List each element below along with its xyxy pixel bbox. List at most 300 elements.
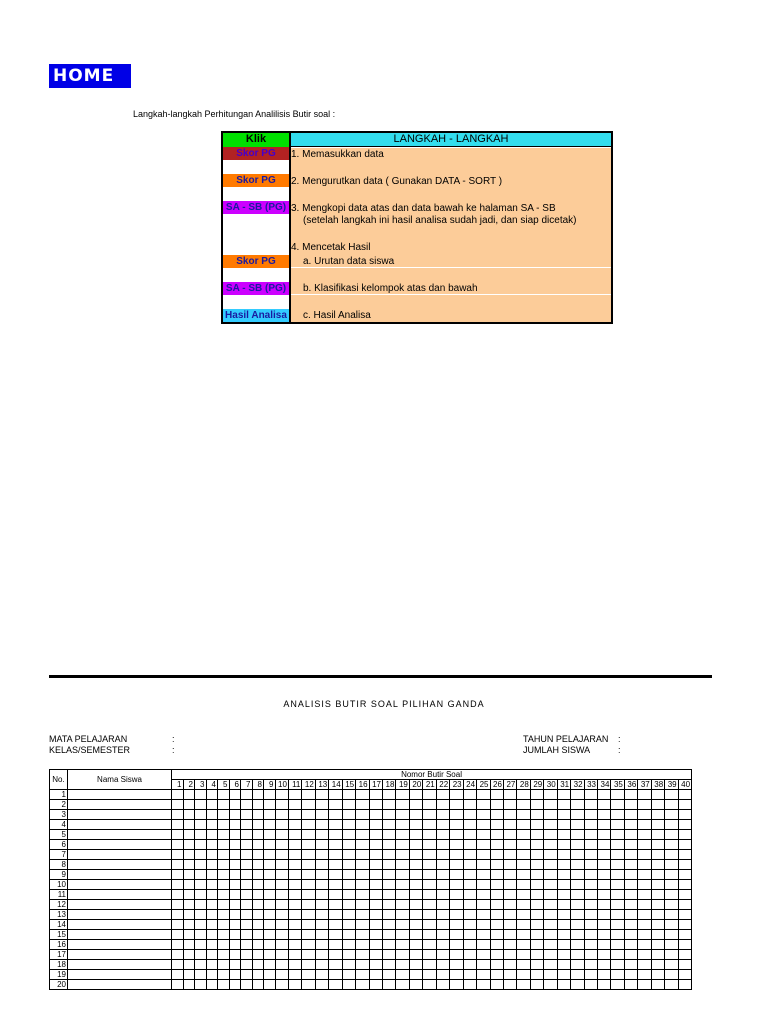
answer-cell[interactable] bbox=[678, 810, 691, 820]
answer-cell[interactable] bbox=[229, 850, 241, 860]
answer-cell[interactable] bbox=[342, 850, 355, 860]
answer-cell[interactable] bbox=[302, 820, 315, 830]
answer-cell[interactable] bbox=[678, 920, 691, 930]
answer-cell[interactable] bbox=[665, 940, 678, 950]
student-name-cell[interactable] bbox=[68, 850, 172, 860]
answer-cell[interactable] bbox=[229, 870, 241, 880]
answer-cell[interactable] bbox=[463, 920, 476, 930]
answer-cell[interactable] bbox=[369, 790, 382, 800]
answer-cell[interactable] bbox=[571, 970, 584, 980]
answer-cell[interactable] bbox=[477, 820, 490, 830]
answer-cell[interactable] bbox=[342, 950, 355, 960]
answer-cell[interactable] bbox=[302, 910, 315, 920]
answer-cell[interactable] bbox=[598, 980, 611, 990]
answer-cell[interactable] bbox=[463, 940, 476, 950]
answer-cell[interactable] bbox=[598, 940, 611, 950]
answer-cell[interactable] bbox=[172, 960, 184, 970]
answer-cell[interactable] bbox=[275, 950, 288, 960]
answer-cell[interactable] bbox=[264, 950, 276, 960]
answer-cell[interactable] bbox=[302, 940, 315, 950]
answer-cell[interactable] bbox=[530, 820, 543, 830]
answer-cell[interactable] bbox=[356, 810, 369, 820]
answer-cell[interactable] bbox=[423, 890, 436, 900]
answer-cell[interactable] bbox=[409, 970, 422, 980]
answer-cell[interactable] bbox=[571, 840, 584, 850]
answer-cell[interactable] bbox=[315, 960, 328, 970]
answer-cell[interactable] bbox=[611, 810, 624, 820]
answer-cell[interactable] bbox=[638, 910, 651, 920]
answer-cell[interactable] bbox=[651, 870, 664, 880]
answer-cell[interactable] bbox=[490, 910, 503, 920]
answer-cell[interactable] bbox=[302, 930, 315, 940]
answer-cell[interactable] bbox=[288, 880, 301, 890]
answer-cell[interactable] bbox=[665, 930, 678, 940]
answer-cell[interactable] bbox=[477, 910, 490, 920]
answer-cell[interactable] bbox=[396, 940, 409, 950]
answer-cell[interactable] bbox=[503, 820, 516, 830]
answer-cell[interactable] bbox=[252, 790, 264, 800]
answer-cell[interactable] bbox=[252, 930, 264, 940]
answer-cell[interactable] bbox=[530, 910, 543, 920]
answer-cell[interactable] bbox=[557, 820, 570, 830]
student-name-cell[interactable] bbox=[68, 930, 172, 940]
answer-cell[interactable] bbox=[423, 910, 436, 920]
answer-cell[interactable] bbox=[477, 920, 490, 930]
answer-cell[interactable] bbox=[584, 970, 597, 980]
answer-cell[interactable] bbox=[383, 820, 396, 830]
answer-cell[interactable] bbox=[195, 880, 207, 890]
answer-cell[interactable] bbox=[229, 880, 241, 890]
answer-cell[interactable] bbox=[409, 820, 422, 830]
answer-cell[interactable] bbox=[503, 790, 516, 800]
answer-cell[interactable] bbox=[584, 820, 597, 830]
answer-cell[interactable] bbox=[369, 910, 382, 920]
answer-cell[interactable] bbox=[463, 810, 476, 820]
answer-cell[interactable] bbox=[598, 870, 611, 880]
answer-cell[interactable] bbox=[241, 920, 253, 930]
answer-cell[interactable] bbox=[624, 790, 637, 800]
answer-cell[interactable] bbox=[450, 960, 463, 970]
answer-cell[interactable] bbox=[423, 940, 436, 950]
answer-cell[interactable] bbox=[450, 970, 463, 980]
answer-cell[interactable] bbox=[409, 980, 422, 990]
answer-cell[interactable] bbox=[409, 810, 422, 820]
answer-cell[interactable] bbox=[195, 980, 207, 990]
answer-cell[interactable] bbox=[450, 950, 463, 960]
answer-cell[interactable] bbox=[396, 850, 409, 860]
answer-cell[interactable] bbox=[383, 890, 396, 900]
answer-cell[interactable] bbox=[275, 820, 288, 830]
answer-cell[interactable] bbox=[503, 930, 516, 940]
answer-cell[interactable] bbox=[383, 810, 396, 820]
answer-cell[interactable] bbox=[329, 980, 342, 990]
answer-cell[interactable] bbox=[356, 940, 369, 950]
answer-cell[interactable] bbox=[611, 930, 624, 940]
answer-cell[interactable] bbox=[356, 920, 369, 930]
answer-cell[interactable] bbox=[218, 970, 230, 980]
answer-cell[interactable] bbox=[584, 880, 597, 890]
answer-cell[interactable] bbox=[241, 790, 253, 800]
answer-cell[interactable] bbox=[611, 830, 624, 840]
answer-cell[interactable] bbox=[571, 850, 584, 860]
answer-cell[interactable] bbox=[651, 930, 664, 940]
answer-cell[interactable] bbox=[218, 980, 230, 990]
answer-cell[interactable] bbox=[315, 880, 328, 890]
answer-cell[interactable] bbox=[383, 900, 396, 910]
answer-cell[interactable] bbox=[557, 800, 570, 810]
answer-cell[interactable] bbox=[172, 810, 184, 820]
student-name-cell[interactable] bbox=[68, 870, 172, 880]
answer-cell[interactable] bbox=[275, 980, 288, 990]
answer-cell[interactable] bbox=[275, 910, 288, 920]
skor-pg-button[interactable]: Skor PG bbox=[223, 174, 289, 187]
answer-cell[interactable] bbox=[651, 950, 664, 960]
answer-cell[interactable] bbox=[252, 970, 264, 980]
answer-cell[interactable] bbox=[477, 830, 490, 840]
answer-cell[interactable] bbox=[302, 970, 315, 980]
answer-cell[interactable] bbox=[436, 840, 449, 850]
answer-cell[interactable] bbox=[288, 890, 301, 900]
answer-cell[interactable] bbox=[503, 830, 516, 840]
answer-cell[interactable] bbox=[651, 900, 664, 910]
answer-cell[interactable] bbox=[195, 820, 207, 830]
answer-cell[interactable] bbox=[651, 880, 664, 890]
answer-cell[interactable] bbox=[329, 960, 342, 970]
answer-cell[interactable] bbox=[544, 900, 557, 910]
answer-cell[interactable] bbox=[503, 960, 516, 970]
answer-cell[interactable] bbox=[530, 840, 543, 850]
answer-cell[interactable] bbox=[423, 880, 436, 890]
answer-cell[interactable] bbox=[264, 840, 276, 850]
answer-cell[interactable] bbox=[288, 860, 301, 870]
answer-cell[interactable] bbox=[503, 940, 516, 950]
answer-cell[interactable] bbox=[423, 860, 436, 870]
answer-cell[interactable] bbox=[342, 910, 355, 920]
answer-cell[interactable] bbox=[195, 810, 207, 820]
answer-cell[interactable] bbox=[503, 970, 516, 980]
answer-cell[interactable] bbox=[275, 830, 288, 840]
answer-cell[interactable] bbox=[183, 920, 195, 930]
answer-cell[interactable] bbox=[571, 810, 584, 820]
answer-cell[interactable] bbox=[369, 810, 382, 820]
answer-cell[interactable] bbox=[329, 830, 342, 840]
answer-cell[interactable] bbox=[450, 870, 463, 880]
answer-cell[interactable] bbox=[356, 870, 369, 880]
answer-cell[interactable] bbox=[241, 810, 253, 820]
answer-cell[interactable] bbox=[342, 960, 355, 970]
answer-cell[interactable] bbox=[665, 850, 678, 860]
answer-cell[interactable] bbox=[665, 920, 678, 930]
answer-cell[interactable] bbox=[665, 890, 678, 900]
answer-cell[interactable] bbox=[665, 810, 678, 820]
answer-cell[interactable] bbox=[557, 980, 570, 990]
answer-cell[interactable] bbox=[275, 880, 288, 890]
answer-cell[interactable] bbox=[530, 940, 543, 950]
answer-cell[interactable] bbox=[490, 940, 503, 950]
answer-cell[interactable] bbox=[490, 930, 503, 940]
answer-cell[interactable] bbox=[342, 860, 355, 870]
answer-cell[interactable] bbox=[544, 790, 557, 800]
answer-cell[interactable] bbox=[651, 970, 664, 980]
answer-cell[interactable] bbox=[302, 890, 315, 900]
answer-cell[interactable] bbox=[517, 910, 530, 920]
answer-cell[interactable] bbox=[409, 910, 422, 920]
answer-cell[interactable] bbox=[665, 960, 678, 970]
answer-cell[interactable] bbox=[383, 930, 396, 940]
student-name-cell[interactable] bbox=[68, 890, 172, 900]
answer-cell[interactable] bbox=[450, 800, 463, 810]
answer-cell[interactable] bbox=[172, 950, 184, 960]
answer-cell[interactable] bbox=[229, 830, 241, 840]
answer-cell[interactable] bbox=[638, 790, 651, 800]
answer-cell[interactable] bbox=[678, 960, 691, 970]
answer-cell[interactable] bbox=[172, 790, 184, 800]
answer-cell[interactable] bbox=[396, 860, 409, 870]
answer-cell[interactable] bbox=[229, 950, 241, 960]
answer-cell[interactable] bbox=[329, 870, 342, 880]
answer-cell[interactable] bbox=[172, 930, 184, 940]
answer-cell[interactable] bbox=[530, 850, 543, 860]
answer-cell[interactable] bbox=[423, 930, 436, 940]
answer-cell[interactable] bbox=[315, 860, 328, 870]
answer-cell[interactable] bbox=[571, 950, 584, 960]
answer-cell[interactable] bbox=[638, 820, 651, 830]
answer-cell[interactable] bbox=[302, 870, 315, 880]
answer-cell[interactable] bbox=[409, 790, 422, 800]
answer-cell[interactable] bbox=[436, 820, 449, 830]
answer-cell[interactable] bbox=[183, 840, 195, 850]
answer-cell[interactable] bbox=[183, 960, 195, 970]
answer-cell[interactable] bbox=[651, 820, 664, 830]
student-name-cell[interactable] bbox=[68, 900, 172, 910]
answer-cell[interactable] bbox=[557, 870, 570, 880]
answer-cell[interactable] bbox=[477, 950, 490, 960]
answer-cell[interactable] bbox=[571, 860, 584, 870]
answer-cell[interactable] bbox=[315, 920, 328, 930]
answer-cell[interactable] bbox=[517, 890, 530, 900]
answer-cell[interactable] bbox=[369, 900, 382, 910]
answer-cell[interactable] bbox=[530, 810, 543, 820]
answer-cell[interactable] bbox=[490, 900, 503, 910]
answer-cell[interactable] bbox=[463, 870, 476, 880]
skor-pg-button[interactable]: Skor PG bbox=[223, 147, 289, 160]
answer-cell[interactable] bbox=[530, 890, 543, 900]
answer-cell[interactable] bbox=[229, 930, 241, 940]
answer-cell[interactable] bbox=[329, 850, 342, 860]
answer-cell[interactable] bbox=[450, 930, 463, 940]
answer-cell[interactable] bbox=[436, 790, 449, 800]
answer-cell[interactable] bbox=[544, 940, 557, 950]
answer-cell[interactable] bbox=[195, 860, 207, 870]
answer-cell[interactable] bbox=[172, 920, 184, 930]
answer-cell[interactable] bbox=[329, 940, 342, 950]
answer-cell[interactable] bbox=[624, 910, 637, 920]
answer-cell[interactable] bbox=[584, 790, 597, 800]
answer-cell[interactable] bbox=[450, 820, 463, 830]
answer-cell[interactable] bbox=[356, 960, 369, 970]
answer-cell[interactable] bbox=[315, 870, 328, 880]
answer-cell[interactable] bbox=[206, 970, 218, 980]
answer-cell[interactable] bbox=[611, 960, 624, 970]
answer-cell[interactable] bbox=[477, 980, 490, 990]
answer-cell[interactable] bbox=[369, 800, 382, 810]
answer-cell[interactable] bbox=[678, 830, 691, 840]
answer-cell[interactable] bbox=[356, 820, 369, 830]
answer-cell[interactable] bbox=[463, 850, 476, 860]
answer-cell[interactable] bbox=[383, 850, 396, 860]
answer-cell[interactable] bbox=[252, 960, 264, 970]
answer-cell[interactable] bbox=[436, 910, 449, 920]
answer-cell[interactable] bbox=[638, 980, 651, 990]
answer-cell[interactable] bbox=[477, 960, 490, 970]
answer-cell[interactable] bbox=[275, 790, 288, 800]
answer-cell[interactable] bbox=[624, 940, 637, 950]
answer-cell[interactable] bbox=[638, 900, 651, 910]
answer-cell[interactable] bbox=[611, 900, 624, 910]
answer-cell[interactable] bbox=[638, 920, 651, 930]
answer-cell[interactable] bbox=[315, 890, 328, 900]
answer-cell[interactable] bbox=[172, 800, 184, 810]
answer-cell[interactable] bbox=[450, 790, 463, 800]
answer-cell[interactable] bbox=[678, 970, 691, 980]
answer-cell[interactable] bbox=[665, 980, 678, 990]
answer-cell[interactable] bbox=[206, 920, 218, 930]
answer-cell[interactable] bbox=[264, 910, 276, 920]
answer-cell[interactable] bbox=[396, 800, 409, 810]
answer-cell[interactable] bbox=[206, 930, 218, 940]
answer-cell[interactable] bbox=[450, 900, 463, 910]
answer-cell[interactable] bbox=[183, 860, 195, 870]
answer-cell[interactable] bbox=[490, 950, 503, 960]
answer-cell[interactable] bbox=[369, 850, 382, 860]
answer-cell[interactable] bbox=[218, 950, 230, 960]
answer-cell[interactable] bbox=[638, 880, 651, 890]
answer-cell[interactable] bbox=[463, 830, 476, 840]
answer-cell[interactable] bbox=[517, 810, 530, 820]
answer-cell[interactable] bbox=[651, 860, 664, 870]
answer-cell[interactable] bbox=[624, 860, 637, 870]
answer-cell[interactable] bbox=[288, 850, 301, 860]
answer-cell[interactable] bbox=[624, 800, 637, 810]
skor-pg-button[interactable]: Skor PG bbox=[223, 255, 289, 268]
answer-cell[interactable] bbox=[302, 860, 315, 870]
answer-cell[interactable] bbox=[436, 940, 449, 950]
answer-cell[interactable] bbox=[172, 840, 184, 850]
answer-cell[interactable] bbox=[678, 940, 691, 950]
student-name-cell[interactable] bbox=[68, 960, 172, 970]
answer-cell[interactable] bbox=[396, 830, 409, 840]
answer-cell[interactable] bbox=[678, 860, 691, 870]
answer-cell[interactable] bbox=[218, 960, 230, 970]
answer-cell[interactable] bbox=[218, 820, 230, 830]
answer-cell[interactable] bbox=[229, 940, 241, 950]
answer-cell[interactable] bbox=[651, 920, 664, 930]
answer-cell[interactable] bbox=[264, 850, 276, 860]
answer-cell[interactable] bbox=[329, 860, 342, 870]
answer-cell[interactable] bbox=[356, 850, 369, 860]
answer-cell[interactable] bbox=[275, 860, 288, 870]
answer-cell[interactable] bbox=[275, 840, 288, 850]
answer-cell[interactable] bbox=[288, 940, 301, 950]
answer-cell[interactable] bbox=[183, 980, 195, 990]
answer-cell[interactable] bbox=[315, 820, 328, 830]
answer-cell[interactable] bbox=[463, 900, 476, 910]
answer-cell[interactable] bbox=[241, 860, 253, 870]
answer-cell[interactable] bbox=[530, 800, 543, 810]
answer-cell[interactable] bbox=[544, 850, 557, 860]
answer-cell[interactable] bbox=[436, 860, 449, 870]
answer-cell[interactable] bbox=[252, 980, 264, 990]
answer-cell[interactable] bbox=[288, 970, 301, 980]
answer-cell[interactable] bbox=[517, 870, 530, 880]
answer-cell[interactable] bbox=[396, 920, 409, 930]
answer-cell[interactable] bbox=[678, 820, 691, 830]
answer-cell[interactable] bbox=[598, 960, 611, 970]
answer-cell[interactable] bbox=[218, 800, 230, 810]
answer-cell[interactable] bbox=[383, 830, 396, 840]
answer-cell[interactable] bbox=[396, 880, 409, 890]
answer-cell[interactable] bbox=[598, 900, 611, 910]
answer-cell[interactable] bbox=[275, 800, 288, 810]
answer-cell[interactable] bbox=[463, 970, 476, 980]
answer-cell[interactable] bbox=[206, 810, 218, 820]
answer-cell[interactable] bbox=[557, 790, 570, 800]
answer-cell[interactable] bbox=[183, 930, 195, 940]
answer-cell[interactable] bbox=[195, 930, 207, 940]
answer-cell[interactable] bbox=[206, 910, 218, 920]
answer-cell[interactable] bbox=[288, 830, 301, 840]
answer-cell[interactable] bbox=[423, 820, 436, 830]
answer-cell[interactable] bbox=[302, 810, 315, 820]
answer-cell[interactable] bbox=[665, 970, 678, 980]
answer-cell[interactable] bbox=[584, 940, 597, 950]
answer-cell[interactable] bbox=[490, 920, 503, 930]
answer-cell[interactable] bbox=[611, 980, 624, 990]
answer-cell[interactable] bbox=[611, 820, 624, 830]
answer-cell[interactable] bbox=[557, 940, 570, 950]
answer-cell[interactable] bbox=[624, 890, 637, 900]
answer-cell[interactable] bbox=[477, 870, 490, 880]
answer-cell[interactable] bbox=[665, 800, 678, 810]
answer-cell[interactable] bbox=[450, 860, 463, 870]
answer-cell[interactable] bbox=[383, 910, 396, 920]
answer-cell[interactable] bbox=[241, 950, 253, 960]
answer-cell[interactable] bbox=[172, 940, 184, 950]
answer-cell[interactable] bbox=[329, 920, 342, 930]
answer-cell[interactable] bbox=[624, 810, 637, 820]
answer-cell[interactable] bbox=[288, 810, 301, 820]
answer-cell[interactable] bbox=[329, 790, 342, 800]
answer-cell[interactable] bbox=[369, 980, 382, 990]
answer-cell[interactable] bbox=[369, 890, 382, 900]
answer-cell[interactable] bbox=[342, 800, 355, 810]
answer-cell[interactable] bbox=[241, 820, 253, 830]
answer-cell[interactable] bbox=[463, 880, 476, 890]
answer-cell[interactable] bbox=[356, 980, 369, 990]
answer-cell[interactable] bbox=[172, 890, 184, 900]
answer-cell[interactable] bbox=[315, 950, 328, 960]
answer-cell[interactable] bbox=[503, 880, 516, 890]
answer-cell[interactable] bbox=[302, 840, 315, 850]
answer-cell[interactable] bbox=[651, 910, 664, 920]
answer-cell[interactable] bbox=[396, 810, 409, 820]
answer-cell[interactable] bbox=[329, 840, 342, 850]
answer-cell[interactable] bbox=[275, 870, 288, 880]
answer-cell[interactable] bbox=[288, 930, 301, 940]
answer-cell[interactable] bbox=[356, 840, 369, 850]
answer-cell[interactable] bbox=[571, 930, 584, 940]
answer-cell[interactable] bbox=[503, 920, 516, 930]
